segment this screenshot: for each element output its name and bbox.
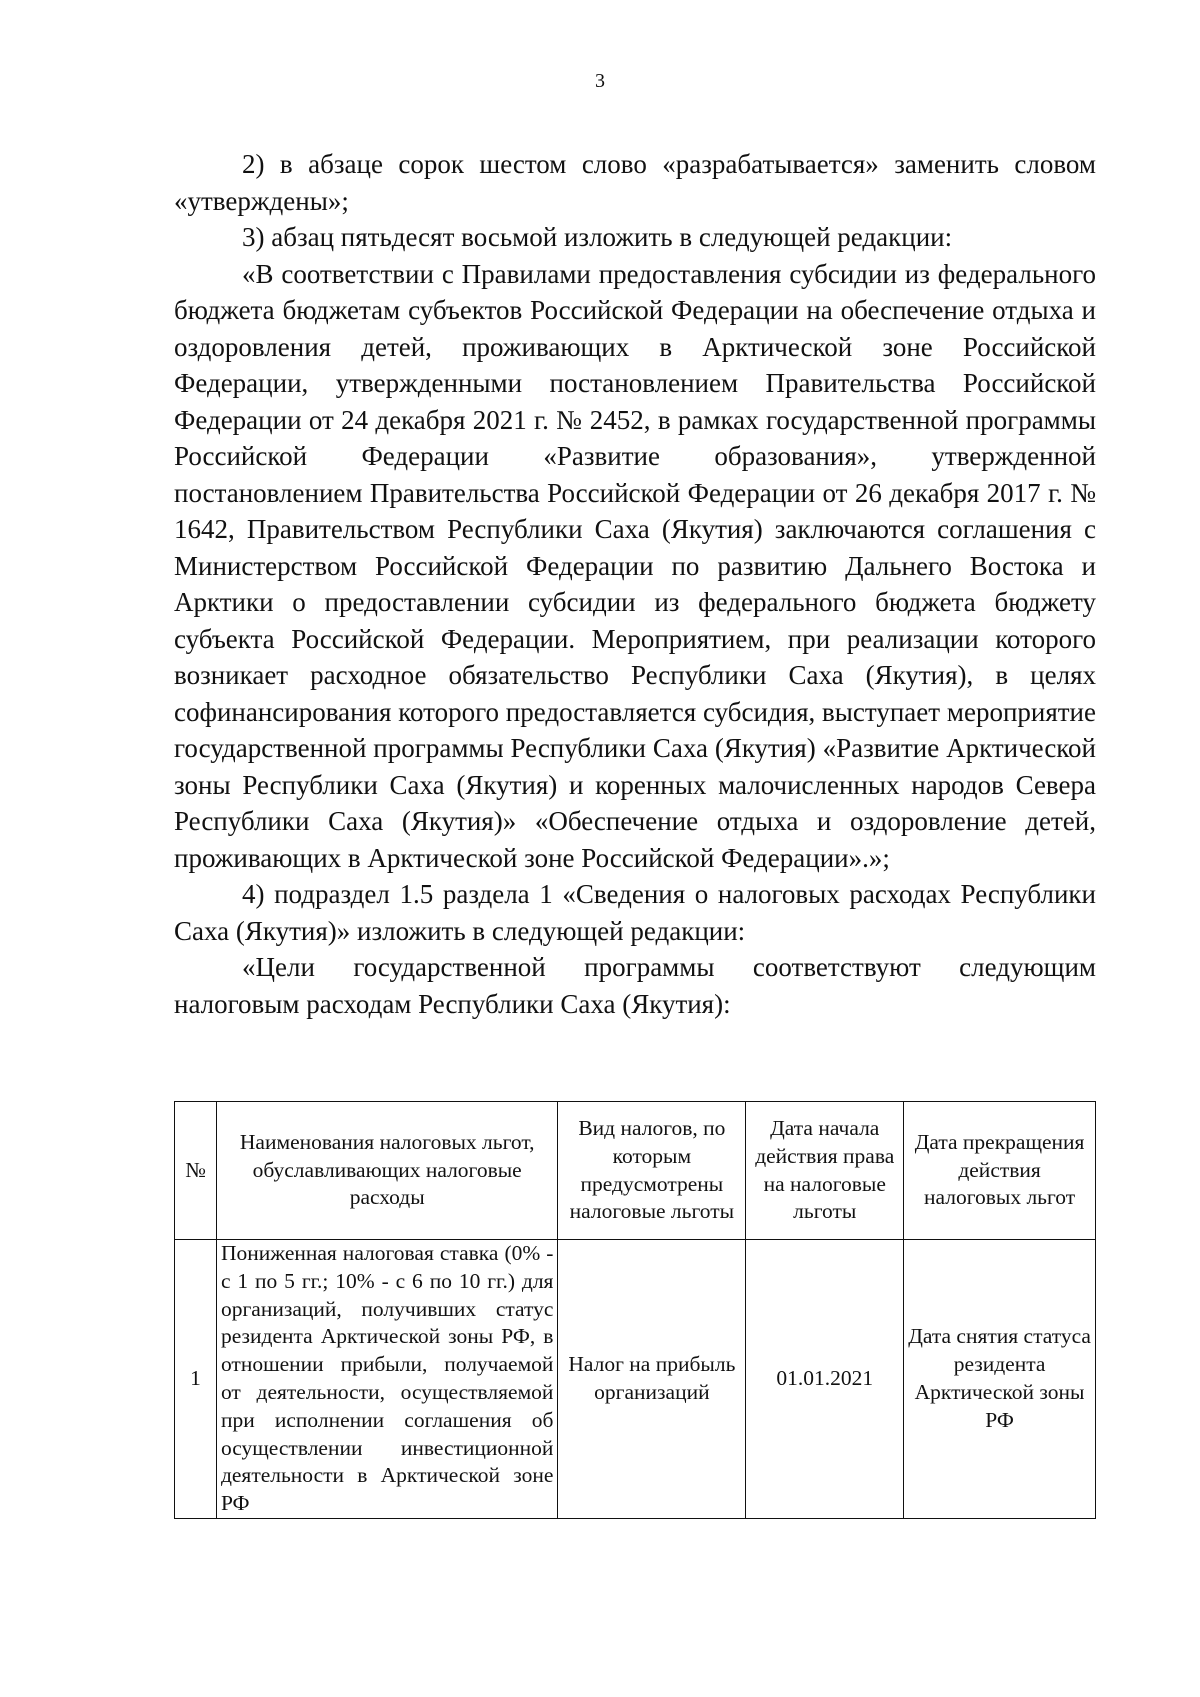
table-row — [175, 1240, 1096, 1519]
table-header-row — [175, 1102, 1096, 1240]
header-tax-type: Вид налогов, по которым предусмотрены налоговые льготы — [558, 1102, 746, 1240]
tax-expenditures-table — [174, 1101, 1096, 1519]
cell-start-date: 01.01.2021 — [746, 1240, 904, 1519]
page-number: 3 — [595, 70, 605, 92]
paragraph-goals-intro: «Цели государственной программы соответствуют следующим налоговым расходам Республики Саха (Якутия): — [174, 952, 1096, 1019]
cell-tax-type: Налог на прибыль организаций — [558, 1240, 746, 1519]
header-name: Наименования налоговых льгот, обуславливающих налоговые расходы — [216, 1102, 557, 1240]
cell-end-date: Дата снятия статуса резидента Арктической зоны РФ — [904, 1240, 1096, 1519]
paragraph-item-4: 4) подраздел 1.5 раздела 1 «Сведения о налоговых расходах Республики Саха (Якутия)» изложить в следующей редакции: — [174, 879, 1096, 946]
cell-name: Пониженная налоговая ставка (0% - с 1 по 5 гг.; 10% - с 6 по 10 гг.) для организаций, получивших статус резидента Арктической зоны РФ, в отношении прибыли, получаемой от деятельности, осуществляемой при исполнении соглашения об осуществлении инвестиционной деятельности в Арктической зоне РФ — [216, 1240, 557, 1519]
cell-num: 1 — [175, 1240, 217, 1519]
paragraph-quote-subsidy: «В соответствии с Правилами предоставления субсидии из федерального бюджета бюджетам субъектов Российской Федерации на обеспечение отдыха и оздоровления детей, проживающих в Арктической зоне Российской Федерации, утвержденными постановлением Правительства Российской Федерации от 24 декабря 2021 г. № 2452, в рамках государственной программы Российской Федерации «Развитие образования», утвержденной постановлением Правительства Российской Федерации от 26 декабря 2017 г. № 1642, Правительством Республики Саха (Якутия) заключаются соглашения с Министерством Российской Федерации по развитию Дальнего Востока и Арктики о предоставлении субсидии из федерального бюджета бюджету субъекта Российской Федерации. Мероприятием, при реализации которого возникает расходное обязательство Республики Саха (Якутия), в целях софинансирования которого предоставляется субсидия, выступает мероприятие государственной программы Республики Саха (Якутия) «Развитие Арктической зоны Республики Саха (Якутия) и коренных малочисленных народов Севера Республики Саха (Якутия)» «Обеспечение отдыха и оздоровление детей, проживающих в Арктической зоне Российской Федерации».»; — [174, 258, 1096, 873]
document-body — [174, 146, 1096, 1022]
paragraph-item-2: 2) в абзаце сорок шестом слово «разрабатывается» заменить словом «утверждены»; — [174, 149, 1096, 216]
paragraph-item-3: 3) абзац пятьдесят восьмой изложить в следующей редакции: — [242, 222, 953, 252]
header-num: № — [175, 1102, 217, 1240]
header-end-date: Дата прекращения действия налоговых льгот — [904, 1102, 1096, 1240]
header-start-date: Дата начала действия права на налоговые льготы — [746, 1102, 904, 1240]
